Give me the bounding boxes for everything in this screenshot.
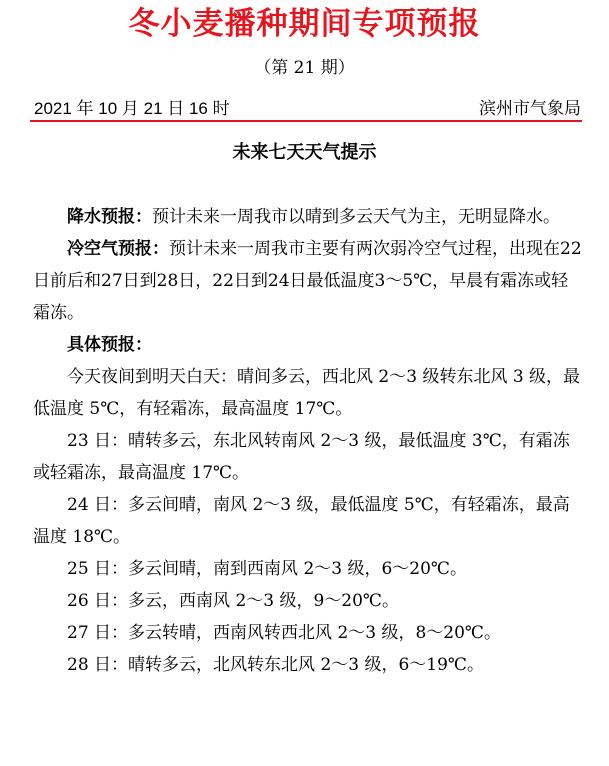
forecast-item: 27 日：多云转晴，西南风转西北风 2～3 级，8～20℃。 (67, 623, 501, 643)
forecast-body (33, 201, 585, 681)
precip-paragraph (33, 201, 585, 233)
cold-text: 预计未来一周我市主要有两次弱冷空气过程，出现在22日前后和27日到28日，22日到24日最低温度3～5℃，早晨有霜冻或轻霜冻。 (33, 239, 582, 323)
cold-label: 冷空气预报： (67, 239, 169, 259)
precip-label: 降水预报： (67, 207, 152, 227)
forecast-item: 25 日：多云间晴，南到西南风 2～3 级，6～20℃。 (67, 559, 467, 579)
forecast-item: 今天夜间到明天白天：晴间多云，西北风 2～3 级转东北风 3 级，最低温度 5℃，有轻霜冻，最高温度 17℃。 (33, 367, 581, 419)
header-divider (30, 120, 582, 122)
issue-date: 2021 年 10 月 21 日 16 时 (34, 99, 230, 118)
forecast-item: 28 日：晴转多云，北风转东北风 2～3 级，6～19℃。 (67, 655, 484, 675)
section-heading: 未来七天天气提示 (232, 142, 377, 163)
forecast-item: 24 日：多云间晴，南风 2～3 级，最低温度 5℃，有轻霜冻，最高温度 18℃。 (33, 495, 570, 547)
detail-heading (33, 329, 585, 361)
issue-number: （第 21 期） (254, 58, 355, 78)
forecast-item: 26 日：多云，西南风 2～3 级，9～20℃。 (67, 591, 399, 611)
detail-label: 具体预报： (67, 335, 152, 355)
cold-paragraph (33, 233, 585, 329)
precip-text: 预计未来一周我市以晴到多云天气为主，无明显降水。 (152, 207, 560, 227)
forecast-item: 23 日：晴转多云，东北风转南风 2～3 级，最低温度 3℃，有霜冻或轻霜冻，最高温度 17℃。 (33, 431, 570, 483)
document-title: 冬小麦播种期间专项预报 (128, 6, 481, 42)
issuer: 滨州市气象局 (479, 99, 581, 119)
